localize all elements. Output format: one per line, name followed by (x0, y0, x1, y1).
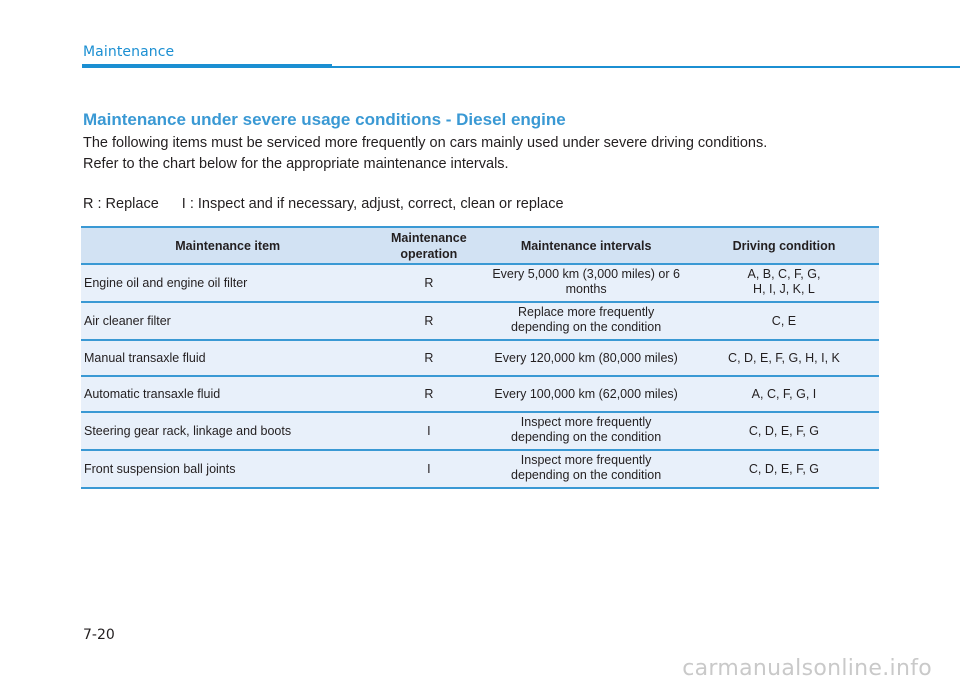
cell-condition: C, D, E, F, G (689, 412, 879, 450)
header-maintenance-intervals: Maintenance intervals (483, 227, 689, 264)
condition-line-1: A, B, C, F, G, (747, 267, 821, 281)
header-driving-condition: Driving condition (689, 227, 879, 264)
table-row (81, 412, 879, 450)
cell-interval (483, 412, 689, 450)
cell-operation: R (374, 264, 483, 302)
interval-line-1: Inspect more frequently (520, 453, 652, 467)
table-row (81, 302, 879, 340)
interval-line-2: depending on the condition (511, 430, 662, 444)
header-rule-thin (332, 66, 960, 68)
cell-interval (483, 302, 689, 340)
interval-line-1: Inspect more frequently (520, 415, 652, 429)
interval-line-1: Every 5,000 km (3,000 miles) or 6 months (492, 267, 680, 296)
cell-item: Engine oil and engine oil filter (81, 264, 374, 302)
page-number: 7-20 (83, 627, 115, 643)
cell-item: Front suspension ball joints (81, 450, 374, 488)
cell-operation: R (374, 376, 483, 412)
maintenance-table (81, 226, 879, 489)
table-row (81, 340, 879, 376)
legend (83, 196, 564, 212)
intro-text (83, 133, 903, 175)
table-row (81, 376, 879, 412)
cell-interval (483, 264, 689, 302)
cell-condition: A, C, F, G, I (689, 376, 879, 412)
legend-replace: R : Replace (83, 196, 159, 212)
cell-condition: C, E (689, 302, 879, 340)
intro-line-1: The following items must be serviced more frequently on cars mainly used under severe driving conditions. (83, 135, 768, 151)
interval-line-2: depending on the condition (511, 320, 662, 334)
interval-line-1: Replace more frequently (518, 305, 655, 319)
cell-item: Steering gear rack, linkage and boots (81, 412, 374, 450)
cell-item: Manual transaxle fluid (81, 340, 374, 376)
cell-operation: R (374, 340, 483, 376)
header-operation-line-1: Maintenance (391, 230, 467, 245)
cell-operation: I (374, 412, 483, 450)
header-maintenance-operation (374, 227, 483, 264)
header-maintenance-item: Maintenance item (81, 227, 374, 264)
condition-line-2: H, I, J, K, L (753, 282, 815, 296)
table-header-row (81, 227, 879, 264)
cell-interval: Every 120,000 km (80,000 miles) (483, 340, 689, 376)
header-rule-thick (82, 64, 332, 68)
cell-interval: Every 100,000 km (62,000 miles) (483, 376, 689, 412)
section-label: Maintenance (83, 44, 175, 60)
interval-line-2: depending on the condition (511, 468, 662, 482)
legend-inspect: I : Inspect and if necessary, adjust, correct, clean or replace (181, 196, 564, 212)
cell-interval (483, 450, 689, 488)
header-operation-line-2: operation (400, 246, 458, 261)
table-row (81, 264, 879, 302)
cell-operation: I (374, 450, 483, 488)
intro-line-2: Refer to the chart below for the appropriate maintenance intervals. (83, 156, 509, 172)
cell-condition (689, 264, 879, 302)
cell-condition: C, D, E, F, G (689, 450, 879, 488)
table-row (81, 450, 879, 488)
cell-item: Air cleaner filter (81, 302, 374, 340)
page-title: Maintenance under severe usage conditions - Diesel engine (83, 110, 566, 129)
cell-condition: C, D, E, F, G, H, I, K (689, 340, 879, 376)
cell-item: Automatic transaxle fluid (81, 376, 374, 412)
watermark: carmanualsonline.info (682, 656, 932, 681)
cell-operation: R (374, 302, 483, 340)
